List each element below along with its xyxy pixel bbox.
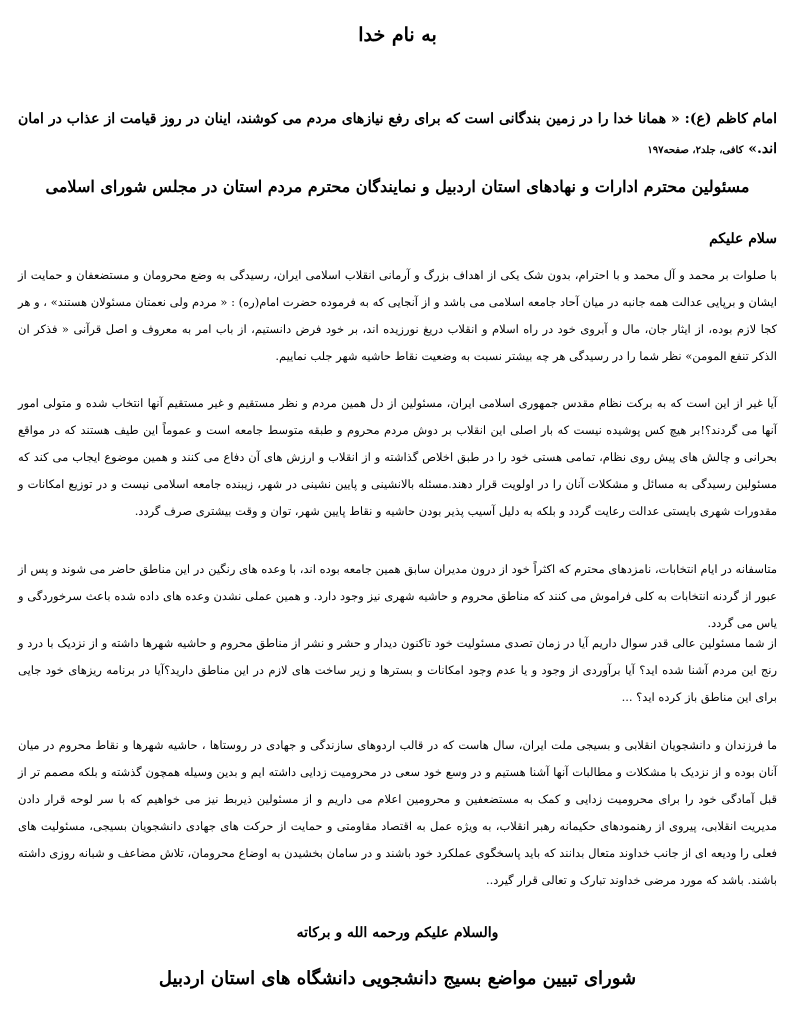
body-paragraph: آیا غیر از این است که به برکت نظام مقدس جمهوری اسلامی ایران، مسئولین از دل همین مردم و نظر مستقیم و غیر مستقیم آنها انتخاب شده و متولی امور آنها می گردند؟!بر هیچ کس پوشیده نیست که بار اصلی این انقلاب بر دوش مردم محروم و طبقه متوسط جامعه است و عموماً این طیف هستند که در مواقع بحرانی و چالش های پیش روی نظام، تمامی هستی خود را در طبق اخلاص گذاشته و از انقلاب و ارزش های آن دفاع می کنند و همین موضوع ایجاب می کند که مسئولین رسیدگی به مسائل و مشکلات آنان را در اولویت قرار دهند.مسئله بالانشینی و پایین نشینی در شهر، زیبنده جامعه اسلامی نیست و در توزیع امکانات و مقدورات شهری بایستی عدالت رعایت گردد و بلکه به دلیل آسیب پذیر بودن حاشیه و نقاط پایین شهر، توان و وقت بیشتری صرف گردد.: [18, 396, 777, 518]
hadith-text: امام کاظم (ع): « همانا خدا را در زمین بندگانی است که برای رفع نیازهای مردم می کوشند، اینان در روز قیامت از عذاب در امان اند.»: [18, 111, 777, 157]
body-paragraph: ما فرزندان و دانشجویان انقلابی و بسیجی ملت ایران، سال هاست که در قالب اردوهای سازندگی و جهادی در روستاها ، حاشیه شهرها و نقاط محروم در میان آنان بوده و از نزدیک با مشکلات و مطالبات آنها آشنا هستیم و در وسع خود سعی در محرومیت زدایی داشته ایم و بدین وسیله همچون گذشته و بلکه مصمم تر از قبل آمادگی خود را برای محرومیت زدایی و کمک به مستضعفین و محرومین اعلام می داریم و از مسئولین ذیربط نیز می خواهیم که با سر لوحه قرار دادن مدیریت انقلابی، پیروی از رهنمودهای حکیمانه رهبر انقلاب، به ویژه عمل به اقتصاد مقاومتی و حمایت از حرکت های جهادی دانشجویان بسیجی، مسئولیت های فعلی را ودیعه ای از جانب خداوند متعال بدانند که باید پاسخگوی عملکرد خود باشند و در سامان بخشیدن به اوضاع محرومان، تلاش مضاعف و شبانه روزی داشته باشند. باشد که مورد مرضی خداوند تبارک و تعالی قرار گیرد..: [18, 738, 777, 887]
hadith-source: کافی، جلد۲، صفحه۱۹۷: [647, 145, 744, 156]
body-paragraph: از شما مسئولین عالی قدر سوال داریم آیا در زمان تصدی مسئولیت خود تاکنون دیدار و حشر و نشر از مناطق محروم و حاشیه شهرها داشته و از نزدیک با درد و رنج این مردم آشنا شده اید؟ آیا برآوردی از وجود و یا عدم وجود امکانات و بسترها و زیر ساخت های لازم در این مناطق دارید؟آیا در برنامه ریزهای خود جایی برای این مناطق باز کرده اید؟ ...: [18, 636, 777, 704]
letter-addressee: مسئولین محترم ادارات و نهادهای استان اردبیل و نمایندگان محترم مردم استان در مجلس شورای اسلامی: [45, 177, 750, 196]
letter-greeting: سلام علیکم: [709, 231, 777, 247]
letter-signature: شورای تبیین مواضع بسیج دانشجویی دانشگاه های استان اردبیل: [158, 968, 637, 989]
body-paragraph: متاسفانه در ایام انتخابات، نامزدهای محترم که اکثراً خود از درون مدیران سابق همین جامعه بوده اند، با وعده های رنگین در این مناطق حاضر می شوند و پس از عبور از گردنه انتخابات به کلی فراموش می کنند که مناطق محروم و حاشیه شهری نیز وجود دارد. و همین عملی نشدن وعده های داده شده باعث سرخوردگی و یاس می گردد.: [18, 562, 777, 630]
page-heading: به نام خدا: [358, 24, 437, 46]
hadith-quote: [18, 104, 777, 166]
letter-closing: والسلام علیکم ورحمه الله و برکاته: [296, 925, 499, 941]
body-paragraph: با صلوات بر محمد و آل محمد و با احترام، بدون شک یکی از اهداف بزرگ و آرمانی انقلاب اسلامی ایران، رسیدگی به وضع محرومان و مستضعفان و حمایت از ایشان و برپایی عدالت همه جانبه در میان آحاد جامعه اسلامی می باشد و از آنجایی که به فرموده حضرت امام(ره) : « مردم ولی نعمتان مسئولان هستند» ، و هر کجا لازم بوده، از ایثار جان، مال و آبروی خود در راه اسلام و انقلاب دریغ نورزیده اند، بر خود فرض دانستیم، از باب امر به معروف و اصل قرآنی « فذکر ان الذکر تنفع المومن» نظر شما را در رسیدگی هر چه بیشتر نسبت به وضعیت نقاط حاشیه شهر جلب نماییم.: [18, 268, 777, 363]
